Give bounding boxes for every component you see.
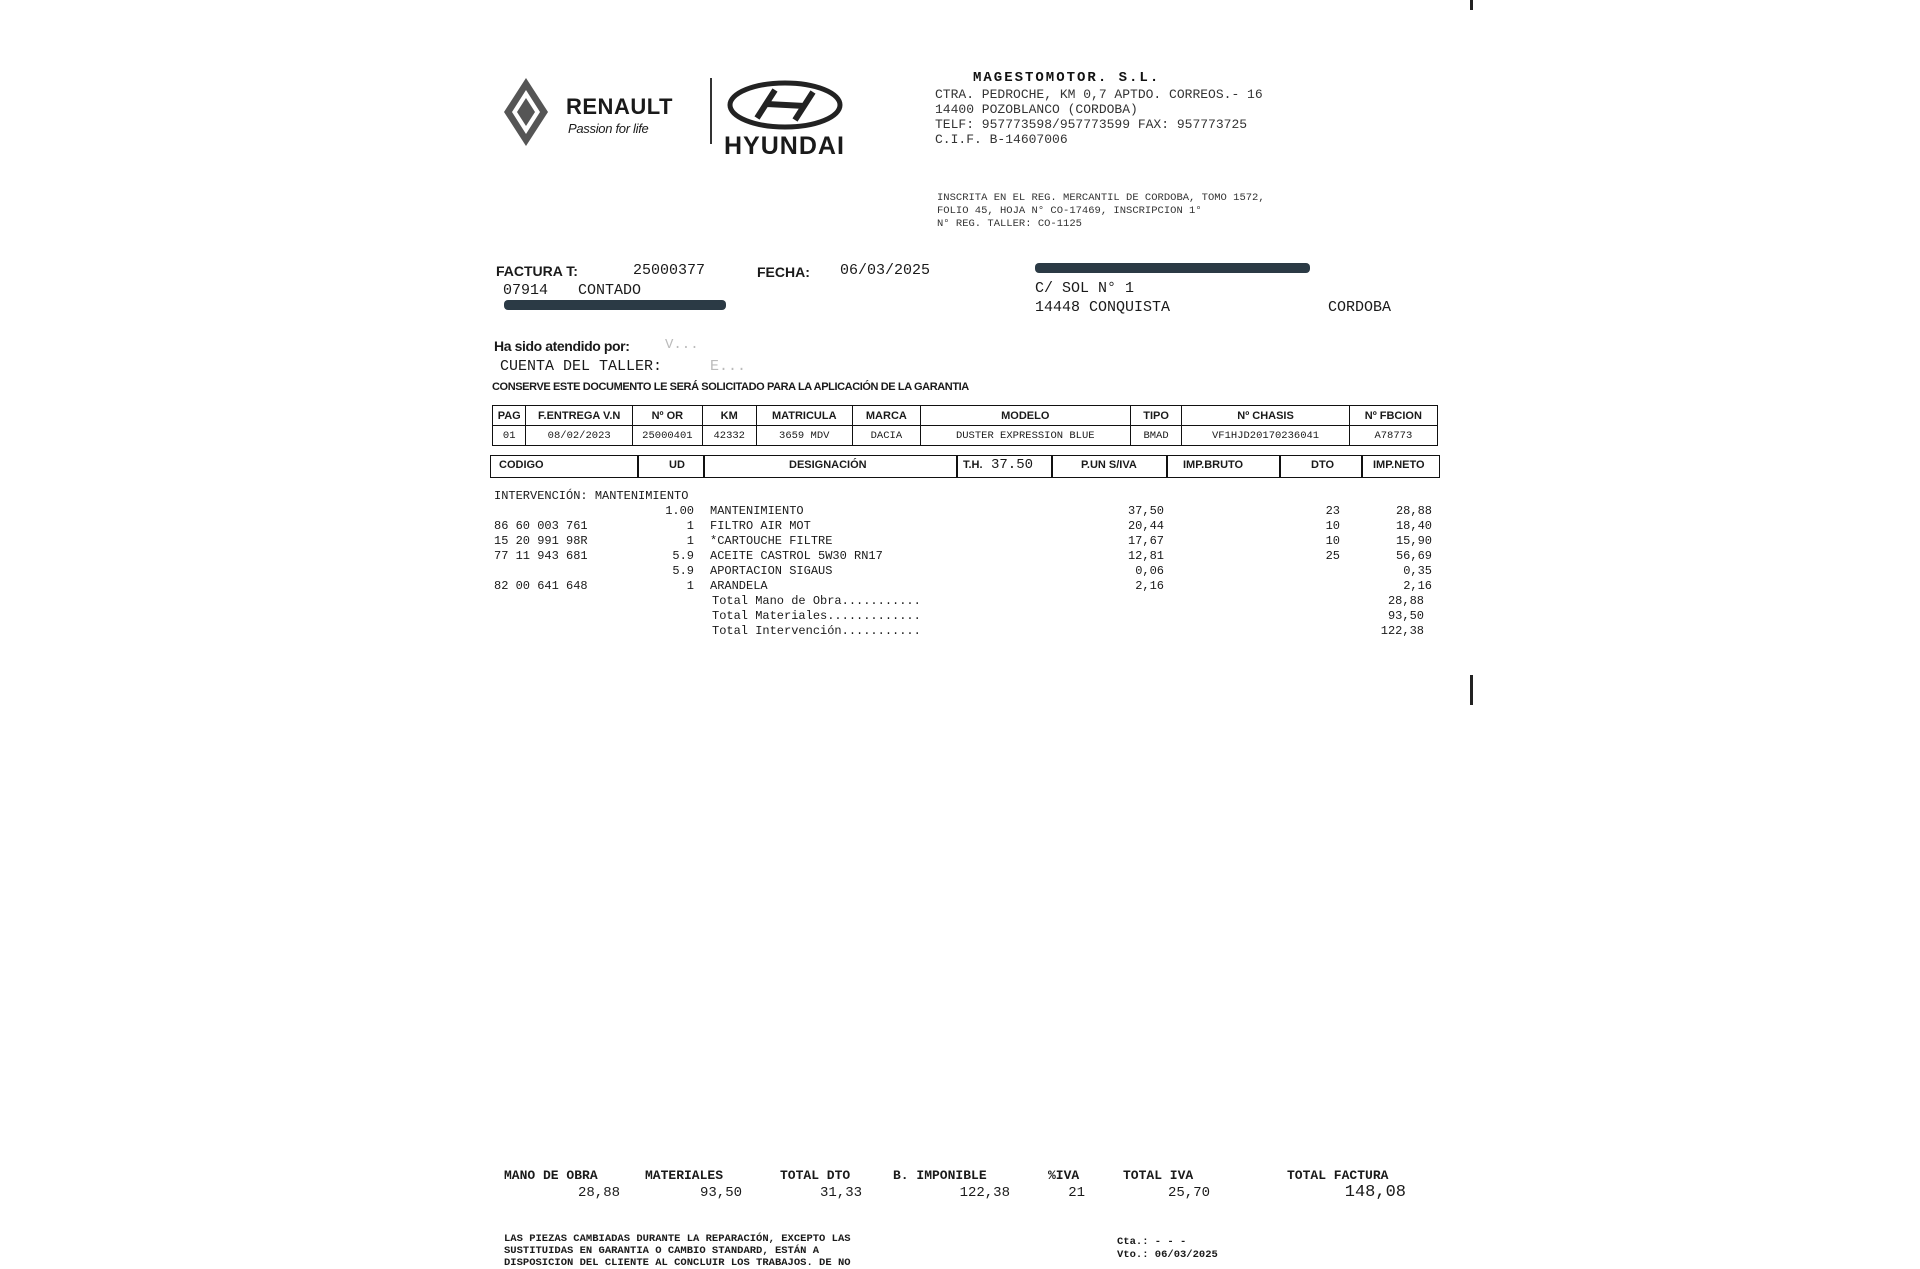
total-label-iva: TOTAL IVA: [1123, 1168, 1194, 1183]
vehicle-table: [492, 405, 1438, 446]
col-imp-neto: IMP.NETO: [1373, 459, 1425, 471]
lines-header-bar: [490, 455, 1440, 478]
invoice-number: 25000377: [633, 262, 706, 279]
cell-nor: 25000401: [632, 426, 702, 446]
subtotal-label: Total Mano de Obra...........: [712, 594, 921, 608]
account-label: CUENTA DEL TALLER:: [500, 358, 663, 375]
header-tipo: TIPO: [1130, 406, 1182, 426]
header-fbcion: Nº FBCION: [1349, 406, 1437, 426]
item-code: 15 20 991 98R: [494, 534, 588, 548]
item-price: 17,67: [1127, 534, 1164, 548]
scan-edge: [1470, 0, 1473, 10]
item-desc: APORTACION SIGAUS: [710, 564, 833, 578]
item-price: 2,16: [1135, 579, 1164, 593]
item-desc: MANTENIMIENTO: [710, 504, 804, 518]
item-dto: 10: [1325, 519, 1340, 533]
payment-method: CONTADO: [578, 282, 642, 299]
item-dto: 25: [1325, 549, 1340, 563]
cell-chasis: VF1HJD20170236041: [1182, 426, 1349, 446]
col-dto: DTO: [1311, 459, 1335, 471]
col-th-value: 37.50: [991, 457, 1034, 473]
col-pun: P.UN S/IVA: [1081, 459, 1137, 471]
item-code: 77 11 943 681: [494, 549, 588, 563]
item-net: 15,90: [1395, 534, 1432, 548]
total-label-dto: TOTAL DTO: [780, 1168, 851, 1183]
header-chasis: Nº CHASIS: [1182, 406, 1349, 426]
hyundai-name: HYUNDAI: [724, 132, 845, 160]
item-price: 12,81: [1127, 549, 1164, 563]
item-net: 2,16: [1403, 579, 1432, 593]
item-ud: 1: [686, 579, 694, 593]
renault-name: RENAULT: [566, 94, 673, 119]
footer-note-2: SUSTITUIDAS EN GARANTIA O CAMBIO STANDARD, ESTÁN A: [504, 1245, 820, 1257]
subtotal-label: Total Intervención...........: [712, 624, 921, 638]
item-net: 56,69: [1395, 549, 1432, 563]
col-designacion: DESIGNACIÓN: [789, 459, 867, 471]
total-label-materiales: MATERIALES: [645, 1168, 724, 1183]
registry-line-2: FOLIO 45, HOJA N° CO-17469, INSCRIPCION 1°: [937, 205, 1202, 217]
cell-fentrega: 08/02/2023: [526, 426, 632, 446]
total-iva-pct: 21: [1068, 1185, 1085, 1201]
item-ud: 5.9: [672, 549, 694, 563]
header-km: KM: [702, 406, 756, 426]
item-dto: 10: [1325, 534, 1340, 548]
cell-km: 42332: [702, 426, 756, 446]
subtotal-value: 122,38: [1380, 624, 1424, 638]
total-factura: 148,08: [1344, 1183, 1406, 1202]
cell-pag: 01: [493, 426, 526, 446]
item-ud: 5.9: [672, 564, 694, 578]
footer-cta: Cta.: - - -: [1117, 1236, 1187, 1248]
total-label-iva-pct: %IVA: [1048, 1168, 1080, 1183]
company-address-1: CTRA. PEDROCHE, KM 0,7 APTDO. CORREOS.- 16: [935, 87, 1263, 102]
item-ud: 1: [686, 519, 694, 533]
item-desc: ARANDELA: [710, 579, 768, 593]
registry-line-1: INSCRITA EN EL REG. MERCANTIL DE CORDOBA, TOMO 1572,: [937, 192, 1265, 204]
account-value: E...: [710, 358, 747, 375]
subtotal-value: 93,50: [1387, 609, 1424, 623]
customer-city: 14448 CONQUISTA: [1035, 299, 1171, 316]
subtotal-label: Total Materiales.............: [712, 609, 921, 623]
invoice-number-label: FACTURA T:: [496, 263, 578, 279]
total-imponible: 122,38: [959, 1185, 1010, 1201]
item-net: 18,40: [1395, 519, 1432, 533]
customer-street: C/ SOL N° 1: [1035, 280, 1135, 297]
total-materiales: 93,50: [699, 1185, 742, 1201]
total-mano-obra: 28,88: [577, 1185, 620, 1201]
cell-modelo: DUSTER EXPRESSION BLUE: [920, 426, 1130, 446]
registry-line-3: N° REG. TALLER: CO-1125: [937, 218, 1082, 230]
subtotal-value: 28,88: [1387, 594, 1424, 608]
item-desc: FILTRO AIR MOT: [710, 519, 811, 533]
header-fentrega: F.ENTREGA V.N: [526, 406, 632, 426]
attended-label: Ha sido atendido por:: [494, 338, 630, 354]
attended-name: V...: [665, 337, 699, 353]
item-code: 86 60 003 761: [494, 519, 588, 533]
company-cif: C.I.F. B-14607006: [935, 132, 1068, 147]
header-modelo: MODELO: [920, 406, 1130, 426]
item-net: 28,88: [1395, 504, 1432, 518]
total-label-mano-obra: MANO DE OBRA: [504, 1168, 598, 1183]
item-price: 0,06: [1135, 564, 1164, 578]
item-price: 37,50: [1127, 504, 1164, 518]
logo-divider: [710, 78, 712, 144]
cell-fbcion: A78773: [1349, 426, 1437, 446]
col-ud: UD: [669, 459, 685, 471]
item-net: 0,35: [1403, 564, 1432, 578]
footer-note-3: DISPOSICION DEL CLIENTE AL CONCLUIR LOS TRABAJOS. DE NO: [504, 1257, 851, 1269]
col-imp-bruto: IMP.BRUTO: [1183, 459, 1244, 471]
col-codigo: CODIGO: [499, 459, 544, 471]
item-code: 82 00 641 648: [494, 579, 588, 593]
item-ud: 1.00: [665, 504, 694, 518]
header-pag: PAG: [493, 406, 526, 426]
item-price: 20,44: [1127, 519, 1164, 533]
item-dto: 23: [1325, 504, 1340, 518]
hyundai-logo-icon: [727, 80, 843, 130]
item-desc: *CARTOUCHE FILTRE: [710, 534, 833, 548]
total-label-imponible: B. IMPONIBLE: [893, 1168, 987, 1183]
header-nor: Nº OR: [632, 406, 702, 426]
redaction-bar: [1035, 263, 1310, 273]
cell-matricula: 3659 MDV: [756, 426, 852, 446]
intervention-title: INTERVENCIÓN: MANTENIMIENTO: [494, 489, 689, 503]
total-iva: 25,70: [1167, 1185, 1210, 1201]
company-name: MAGESTOMOTOR. S.L.: [973, 70, 1161, 86]
redaction-bar: [504, 300, 726, 310]
invoice-date: 06/03/2025: [840, 262, 931, 279]
customer-province: CORDOBA: [1328, 299, 1392, 316]
total-dto: 31,33: [819, 1185, 862, 1201]
invoice-page: [460, 0, 1475, 1260]
warranty-notice: CONSERVE ESTE DOCUMENTO LE SERÁ SOLICITADO PARA LA APLICACIÓN DE LA GARANTIA: [492, 381, 969, 393]
invoice-date-label: FECHA:: [757, 264, 810, 280]
cell-marca: DACIA: [852, 426, 920, 446]
header-marca: MARCA: [852, 406, 920, 426]
item-ud: 1: [686, 534, 694, 548]
company-phone: TELF: 957773598/957773599 FAX: 957773725: [935, 117, 1248, 132]
renault-logo-icon: [502, 76, 550, 148]
scan-edge: [1470, 675, 1473, 705]
total-label-factura: TOTAL FACTURA: [1287, 1168, 1389, 1183]
vehicle-table-row: [493, 426, 1438, 446]
header-matricula: MATRICULA: [756, 406, 852, 426]
item-desc: ACEITE CASTROL 5W30 RN17: [710, 549, 883, 563]
renault-tagline: Passion for life: [568, 121, 649, 136]
footer-vto: Vto.: 06/03/2025: [1117, 1249, 1218, 1261]
footer-note-1: LAS PIEZAS CAMBIADAS DURANTE LA REPARACIÓN, EXCEPTO LAS: [504, 1233, 851, 1245]
company-address-2: 14400 POZOBLANCO (CORDOBA): [935, 102, 1138, 117]
vehicle-table-header: [493, 406, 1438, 426]
col-th-label: T.H.: [963, 459, 983, 471]
cell-tipo: BMAD: [1130, 426, 1182, 446]
client-code: 07914: [503, 282, 549, 299]
